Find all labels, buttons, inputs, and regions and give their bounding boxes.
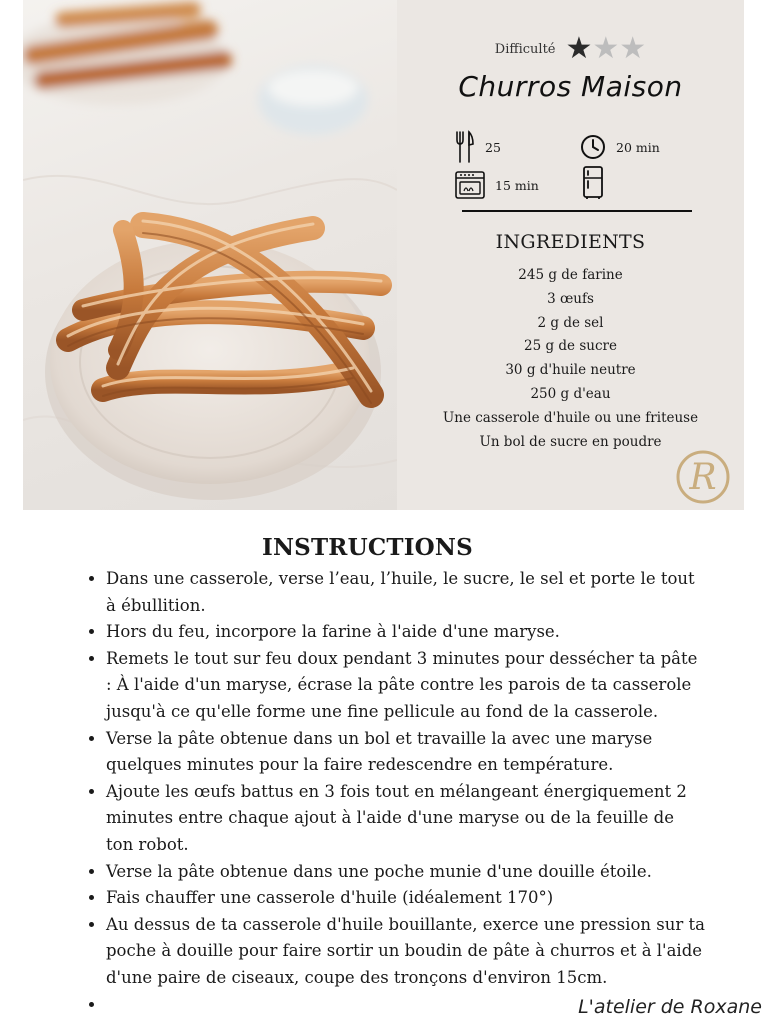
svg-text:R: R	[689, 457, 717, 498]
cook-time	[455, 171, 539, 199]
signature: L'atelier de Roxane	[578, 996, 762, 1018]
recipe-card	[397, 0, 744, 510]
star-empty-icon: ★	[592, 31, 620, 66]
churros-illustration	[23, 0, 397, 510]
ingredient-item: 3 œufs	[547, 290, 594, 307]
clock-icon	[580, 134, 606, 160]
instruction-step: • Verse la pâte obtenue dans un bol et travaille la avec une maryse quelques minutes pour la faire redescendre en température.	[106, 726, 706, 779]
fridge-icon	[582, 166, 604, 200]
recipe-meta	[455, 130, 735, 202]
difficulty-label: Difficulté	[494, 41, 556, 57]
ingredient-item: Une casserole d'huile ou une friteuse	[442, 409, 699, 426]
ingredients-list	[397, 264, 744, 454]
oven-icon	[455, 171, 485, 199]
instruction-step: • Remets le tout sur feu doux pendant 3 minutes pour dessécher ta pâte : À l'aide d'un maryse, écrase la pâte contre les parois de ta casserole jusqu'à ce qu'elle forme une fine pellicule au fond de la casserole.	[106, 646, 706, 726]
instruction-step: • Au dessus de ta casserole d'huile bouillante, exerce une pression sur ta poche à douille pour faire sortir un boudin de pâte à churros et à l'aide d'une paire de ciseaux, coupe des tronçons d'environ 15cm.	[106, 912, 706, 992]
instruction-step: • Hors du feu, incorpore la farine à l'aide d'une maryse.	[106, 619, 706, 646]
logo-r-icon	[675, 449, 731, 505]
rest-time	[582, 166, 604, 200]
instructions-list	[82, 566, 706, 1018]
ingredient-item: 2 g de sel	[537, 314, 604, 331]
ingredient-item: 250 g d'eau	[530, 385, 611, 402]
servings-value: 25	[485, 139, 501, 155]
instruction-step: • Fais chauffer une casserole d'huile (idéalement 170°)	[106, 885, 706, 912]
prep-time-value: 20 min	[616, 139, 660, 155]
star-empty-icon: ★	[619, 31, 647, 66]
servings	[455, 130, 501, 164]
instruction-step: • Dans une casserole, verse l’eau, l’huile, le sucre, le sel et porte le tout à ébullition.	[106, 566, 706, 619]
instruction-step: • Verse la pâte obtenue dans une poche munie d'une douille étoile.	[106, 859, 706, 886]
difficulty-stars	[565, 31, 647, 66]
cutlery-icon	[455, 130, 475, 164]
divider	[462, 210, 692, 212]
recipe-title: Churros Maison	[458, 70, 683, 103]
prep-time	[580, 134, 660, 160]
ingredient-item: 25 g de sucre	[524, 338, 617, 355]
ingredient-item: 30 g d'huile neutre	[505, 362, 636, 379]
star-filled-icon: ★	[565, 31, 593, 66]
instruction-step: • Ajoute les œufs battus en 3 fois tout en mélangeant énergiquement 2 minutes entre chaque ajout à l'aide d'une maryse ou de la feuille de ton robot.	[106, 779, 706, 859]
ingredient-item: Un bol de sucre en poudre	[479, 433, 662, 450]
difficulty-rating	[397, 31, 744, 66]
ingredients-title: INGREDIENTS	[495, 231, 646, 253]
instructions-title: INSTRUCTIONS	[262, 534, 473, 561]
cook-time-value: 15 min	[495, 177, 539, 193]
churros-photo	[23, 0, 397, 510]
ingredient-item: 245 g de farine	[518, 267, 623, 283]
